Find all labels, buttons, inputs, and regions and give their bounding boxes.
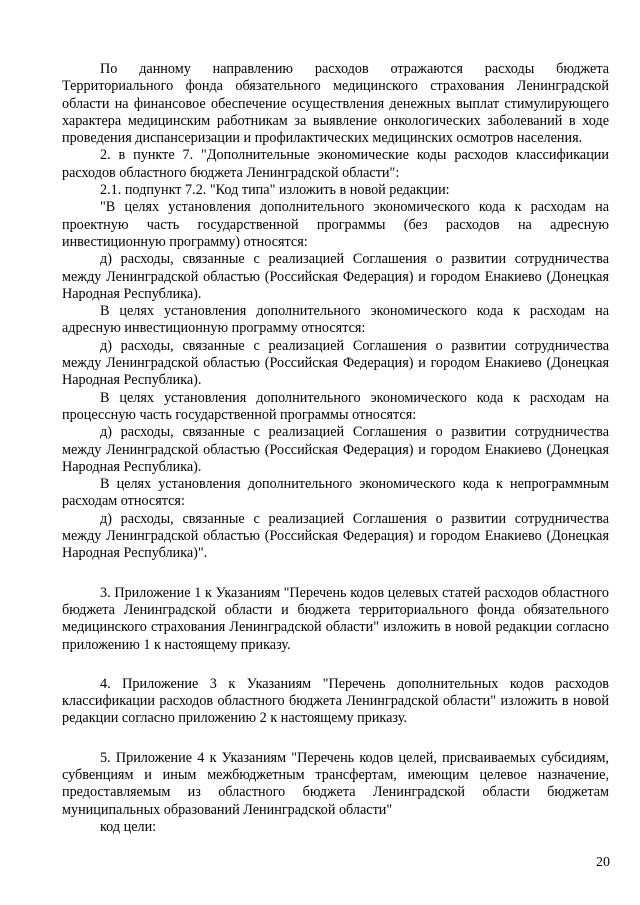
paragraph-15: код цели: <box>100 818 157 835</box>
paragraph-12: 3. Приложение 1 к Указаниям "Перечень кодов целевых статей расходов областного бюджета Ленинградской области и бюджета территориального фонда обязательного медицинского страхования Ленинградской области" изложить в новой редакции согласно приложению 1 к настоящему приказу. <box>62 584 609 653</box>
paragraph-4: "В целях установления дополнительного экономического кода к расходам на проектную часть государственной программы (без расходов на адресную инвестиционную программу) относятся: <box>62 199 609 250</box>
paragraph-2: 2. в пункте 7. "Дополнительные экономические коды расходов классификации расходов областного бюджета Ленинградской области": <box>62 147 609 181</box>
paragraph-9: д) расходы, связанные с реализацией Соглашения о развитии сотрудничества между Ленинградской областью (Российская Федерация) и городом Енакиево (Донецкая Народная Республика). <box>62 424 609 475</box>
paragraph-7: д) расходы, связанные с реализацией Соглашения о развитии сотрудничества между Ленинградской областью (Российская Федерация) и городом Енакиево (Донецкая Народная Республика). <box>62 337 609 389</box>
page-number: 20 <box>596 855 610 870</box>
paragraph-5: д) расходы, связанные с реализацией Соглашения о развитии сотрудничества между Ленинградской областью (Российская Федерация) и городом Енакиево (Донецкая Народная Республика). <box>62 251 609 302</box>
paragraph-1: По данному направлению расходов отражаются расходы бюджета Территориального фонда обязательного медицинского страхования Ленинградской области на финансовое обеспечение осуществления денежных выплат стимулирующего характера медицинским работникам за выявление онкологических заболеваний в ходе проведения диспансеризации и профилактических медицинских осмотров населения. <box>62 61 609 147</box>
paragraph-10: В целях установления дополнительного экономического кода к непрограммным расходам относятся: <box>62 476 609 510</box>
paragraph-3: 2.1. подпункт 7.2. "Код типа" изложить в новой редакции: <box>100 182 450 199</box>
spacer <box>62 563 609 585</box>
document-body <box>62 61 609 836</box>
paragraph-14: 5. Приложение 4 к Указаниям "Перечень кодов целей, присваиваемых субсидиям, субвенциям и иным межбюджетным трансфертам, имеющим целевое назначение, предоставляемым из областного бюджета Ленинградской области бюджетам муниципальных образований Ленинградской области" <box>62 749 609 818</box>
spacer <box>62 728 609 750</box>
spacer <box>62 654 609 676</box>
paragraph-11: д) расходы, связанные с реализацией Соглашения о развитии сотрудничества между Ленинградской областью (Российская Федерация) и городом Енакиево (Донецкая Народная Республика)". <box>62 510 609 562</box>
paragraph-8: В целях установления дополнительного экономического кода к расходам на процессную часть государственной программы относятся: <box>62 389 609 423</box>
paragraph-13: 4. Приложение 3 к Указаниям "Перечень дополнительных кодов расходов классификации расходов областного бюджета Ленинградской области" изложить в новой редакции согласно приложению 2 к настоящему приказу. <box>62 675 609 727</box>
paragraph-6: В целях установления дополнительного экономического кода к расходам на адресную инвестиционную программу относятся: <box>62 303 609 337</box>
